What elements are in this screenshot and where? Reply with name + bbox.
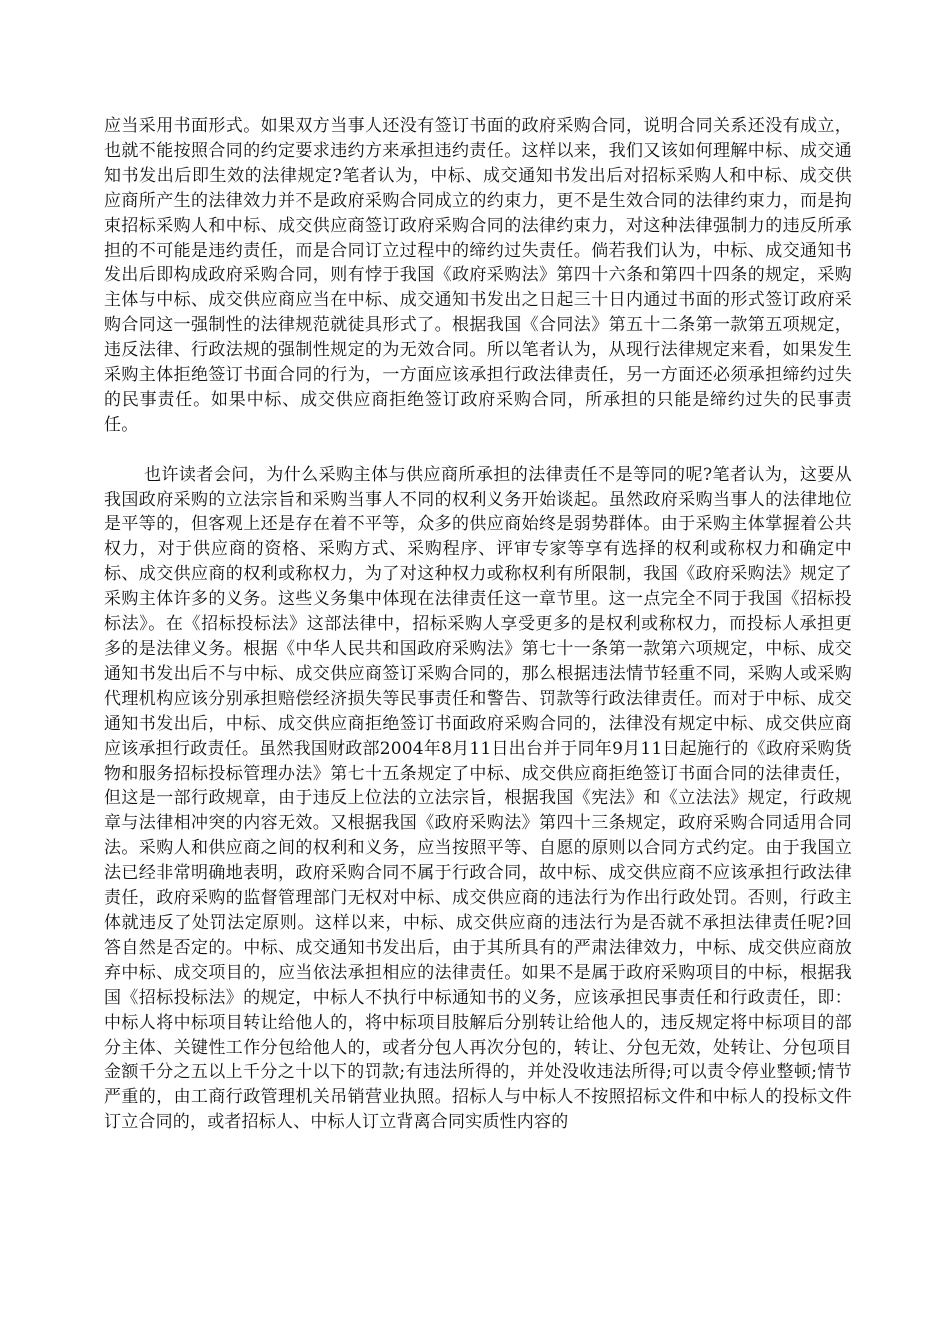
- document-page: [104, 114, 852, 1135]
- body-paragraph-2: 也许读者会问，为什么采购主体与供应商所承担的法律责任不是等同的呢?笔者认为，这要从我国政府采购的立法宗旨和采购当事人不同的权利义务开始谈起。虽然政府采购当事人的法律地位是平等的，但客观上还是存在着不平等，众多的供应商始终是弱势群体。由于采购主体掌握着公共权力，对于供应商的资格、采购方式、采购程序、评审专家等享有选择的权利或称权力和确定中标、成交供应商的权利或称权力，为了对这种权力或称权利有所限制，我国《政府采购法》规定了采购主体许多的义务。这些义务集中体现在法律责任这一章节里。这一点完全不同于我国《招标投标法》。在《招标投标法》这部法律中，招标采购人享受更多的是权利或称权力，而投标人承担更多的是法律义务。根据《中华人民共和国政府采购法》第七十一条第一款第六项规定，中标、成交通知书发出后不与中标、成交供应商签订采购合同的，那么根据违法情节轻重不同，采购人或采购代理机构应该分别承担赔偿经济损失等民事责任和警告、罚款等行政法律责任。而对于中标、成交通知书发出后，中标、成交供应商拒绝签订书面政府采购合同的，法律没有规定中标、成交供应商应该承担行政责任。虽然我国财政部2004年8月11日出台并于同年9月11日起施行的《政府采购货物和服务招标投标管理办法》第七十五条规定了中标、成交供应商拒绝签订书面合同的法律责任，但这是一部行政规章，由于违反上位法的立法宗旨，根据我国《宪法》和《立法法》规定，行政规章与法律相冲突的内容无效。又根据我国《政府采购法》第四十三条规定，政府采购合同适用合同法。采购人和供应商之间的权利和义务，应当按照平等、自愿的原则以合同方式约定。由于我国立法已经非常明确地表明，政府采购合同不属于行政合同，故中标、成交供应商不应该承担行政法律责任，政府采购的监督管理部门无权对中标、成交供应商的违法行为作出行政处罚。否则，行政主体就违反了处罚法定原则。这样以来，中标、成交供应商的违法行为是否就不承担法律责任呢?回答自然是否定的。中标、成交通知书发出后，由于其所具有的严肃法律效力，中标、成交供应商放弃中标、成交项目的，应当依法承担相应的法律责任。如果不是属于政府采购项目的中标，根据我国《招标投标法》的规定，中标人不执行中标通知书的义务，应该承担民事责任和行政责任，即：中标人将中标项目转让给他人的，将中标项目肢解后分别转让给他人的，违反规定将中标项目的部分主体、关键性工作分包给他人的，或者分包人再次分包的，转让、分包无效，处转让、分包项目金额千分之五以上千分之十以下的罚款;有违法所得的，并处没收违法所得;可以责令停业整顿;情节严重的，由工商行政管理机关吊销营业执照。招标人与中标人不按照招标文件和中标人的投标文件订立合同的，或者招标人、中标人订立背离合同实质性内容的: [104, 464, 852, 1133]
- paragraph-spacer: [104, 438, 852, 463]
- body-paragraph-1: 应当采用书面形式。如果双方当事人还没有签订书面的政府采购合同，说明合同关系还没有成立，也就不能按照合同的约定要求违约方来承担违约责任。这样以来，我们又该如何理解中标、成交通知书发出后即生效的法律规定?笔者认为，中标、成交通知书发出后对招标采购人和中标、成交供应商所产生的法律效力并不是政府采购合同成立的约束力，更不是生效合同的法律约束力，而是拘束招标采购人和中标、成交供应商签订政府采购合同的法律约束力，对这种法律强制力的违反所承担的不可能是违约责任，而是合同订立过程中的缔约过失责任。倘若我们认为，中标、成交通知书发出后即构成政府采购合同，则有悖于我国《政府采购法》第四十六条和第四十四条的规定，采购主体与中标、成交供应商应当在中标、成交通知书发出之日起三十日内通过书面的形式签订政府采购合同这一强制性的法律规范就徒具形式了。根据我国《合同法》第五十二条第一款第五项规定，违反法律、行政法规的强制性规定的为无效合同。所以笔者认为，从现行法律规定来看，如果发生采购主体拒绝签订书面合同的行为，一方面应该承担行政法律责任，另一方面还必须承担缔约过失的民事责任。如果中标、成交供应商拒绝签订政府采购合同，所承担的只能是缔约过失的民事责任。: [104, 116, 852, 435]
